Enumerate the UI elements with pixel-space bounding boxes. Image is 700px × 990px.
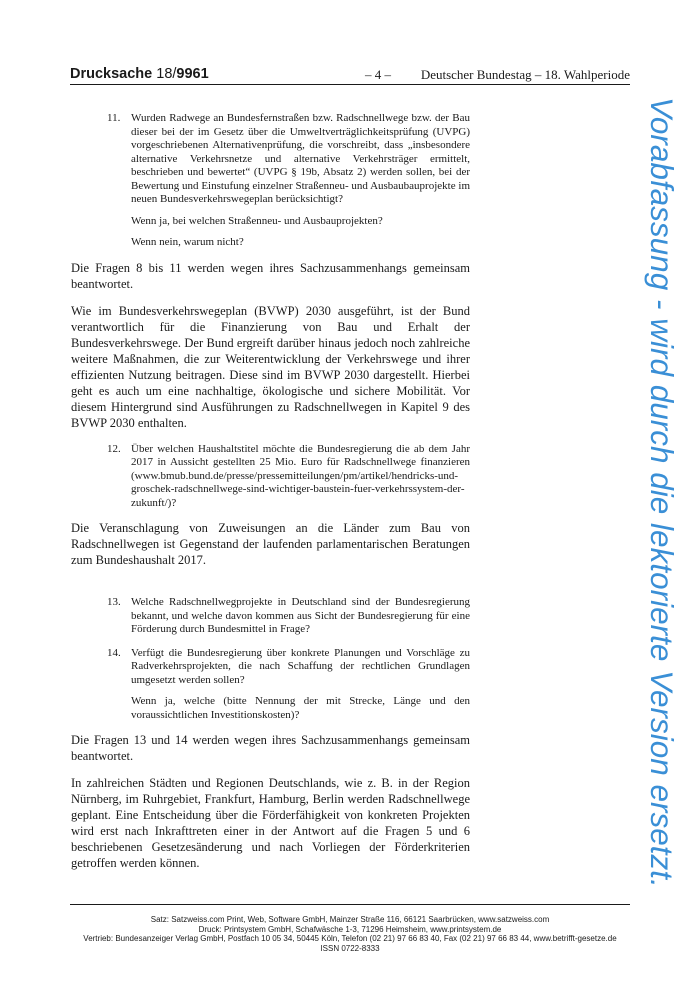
question-number: 12. bbox=[107, 442, 121, 455]
footer-printing: Druck: Printsystem GmbH, Schafwäsche 1-3, 71296 Heimsheim, www.printsystem.de bbox=[198, 924, 502, 934]
answer-8-11-intro: Die Fragen 8 bis 11 werden wegen ihres Sachzusammenhangs gemeinsam beantwortet. bbox=[71, 260, 470, 291]
answer-13-14-intro: Die Fragen 13 und 14 werden wegen ihres Sachzusammenhangs gemeinsam beantwortet. bbox=[71, 733, 470, 763]
question-text: Wurden Radwege an Bundesfernstraßen bzw. Radschnellwege bzw. der Bau dieser bei der im Gesetz über die Umweltverträglichkeitsprüfung (UVPG) vorgeschriebenen Alternativenprüfung, die vorschreibt, dass „insbesondere alternative Verkehrsnetze und alternative Verkehrsträger ermittelt, beschrieben und bewertet“ (UVPG § 19b, Absatz 2) werden sollen, bei der Bewertung und Einstufung einzelner Straßenneu- und Ausbaubauprojekte im neuen Bundesverkehrswegeplan berücksichtigt? bbox=[131, 112, 470, 205]
footer-divider bbox=[70, 904, 630, 905]
answer-13-14-body: In zahlreichen Städten und Regionen Deutschlands, wie z. B. in der Region Nürnberg, im Ruhrgebiet, Frankfurt, Hamburg, Berlin werden Radschnellwege geplant. Eine Entscheidung über die Förderfähigkeit von konkreten Projekten wird erst nach Inkrafttreten einer in der Antwort auf die Fragen 5 und 6 beschriebenen Gesetzesänderung und nach Vorliegen der Förderkriterien getroffen werden können. bbox=[71, 776, 470, 870]
page-footer bbox=[70, 915, 630, 953]
page-number: – 4 – bbox=[365, 67, 391, 82]
answer-8-11-body: Wie im Bundesverkehrswegeplan (BVWP) 2030 ausgeführt, ist der Bund verantwortlich für die Finanzierung von Bau und Erhalt der Bundesverkehrswege. Der Bund ergreift darüber hinaus jedoch noch zahlreiche weitere Maßnahmen, die zur Weiterentwicklung der Verkehrswege und ihrer effizienten Nutzung beitragen. Diese sind im BVWP 2030 dargestellt. Hierbei geht es auch um eine nachhaltige, ökologische und sichere Mobilität. Vor diesem Hintergrund sind Ausführungen zu Radschnellwegen in Kapitel 9 des BVWP 2030 enthalten. bbox=[71, 303, 470, 430]
draft-watermark: Vorabfassung - wird durch die lektorierte Version ersetzt. bbox=[644, 97, 680, 888]
question-14 bbox=[71, 647, 470, 723]
parliament-period: Deutscher Bundestag – 18. Wahlperiode bbox=[420, 67, 630, 82]
question-followup: Wenn nein, warum nicht? bbox=[131, 236, 244, 248]
question-number: 11. bbox=[107, 112, 121, 124]
footer-issn: ISSN 0722-8333 bbox=[320, 943, 380, 953]
footer-typesetting: Satz: Satzweiss.com Print, Web, Software GmbH, Mainzer Straße 116, 66121 Saarbrücken, www.satzweiss.com bbox=[150, 915, 550, 924]
question-number: 13. bbox=[107, 596, 121, 608]
question-text: Über welchen Haushaltstitel möchte die Bundesregierung die ab dem Jahr 2017 in Aussicht gestellten 25 Mio. Euro für Radschnellwege finanzieren (www.bmub.bund.de/presse/pressemitteilungen/pm/artikel/hendricks-und-groschek-radschnellwege-sind-wichtiger-baustein-fuer-verkehrssystem-der-zukunft/)? bbox=[131, 442, 470, 509]
question-text: Welche Radschnellwegprojekte in Deutschland sind der Bundesregierung bekannt, und welche davon kommen aus Sicht der Bundesregierung für eine Förderung durch Bundesmittel in Frage? bbox=[131, 596, 470, 635]
document-body bbox=[71, 112, 470, 882]
question-11 bbox=[71, 112, 470, 250]
answer-12: Die Veranschlagung von Zuweisungen an die Länder zum Bau von Radschnellwegen ist Gegenstand der laufenden parlamentarischen Beratungen zum Bundeshaushalt 2017. bbox=[71, 521, 470, 567]
header-divider bbox=[70, 84, 630, 85]
page-header bbox=[70, 66, 630, 84]
question-followup: Wenn ja, welche (bitte Nennung der mit Strecke, Länge und den voraussichtlichen Investitionskosten)? bbox=[131, 695, 470, 721]
question-number: 14. bbox=[107, 646, 121, 659]
question-followup: Wenn ja, bei welchen Straßenneu- und Ausbauprojekten? bbox=[131, 214, 383, 227]
document-number: Drucksache 18/9961 bbox=[70, 66, 209, 82]
question-text: Verfügt die Bundesregierung über konkrete Planungen und Vorschläge zu Radverkehrsprojekten, die nach Schaffung der rechtlichen Grundlagen umgesetzt werden sollen? bbox=[131, 646, 470, 686]
question-13 bbox=[71, 596, 470, 637]
question-12 bbox=[71, 443, 470, 511]
footer-distribution: Vertrieb: Bundesanzeiger Verlag GmbH, Postfach 10 05 34, 50445 Köln, Telefon (02 21) 97 66 83 40, Fax (02 21) 97 66 83 44, www.betrifft-gesetze.de bbox=[83, 934, 617, 943]
